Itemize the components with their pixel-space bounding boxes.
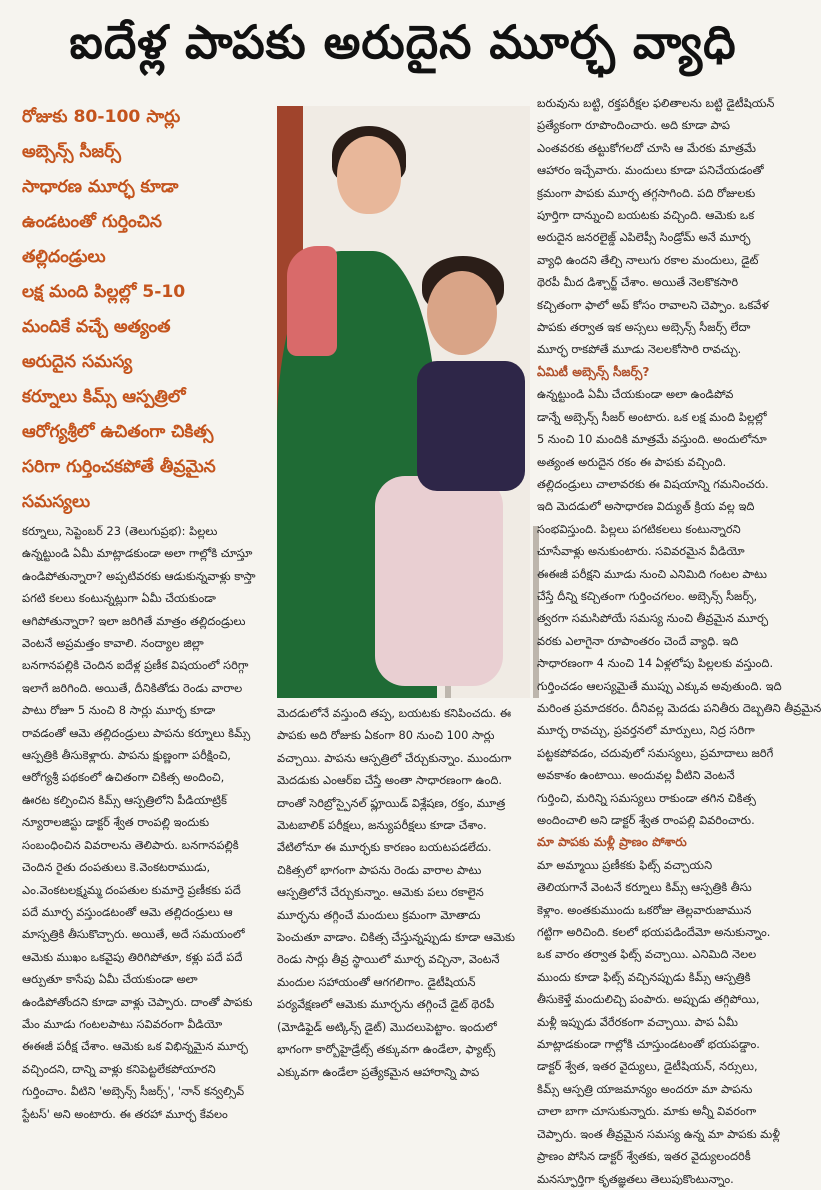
text-line: ఆస్పత్రికి తీసుకెళ్లారు. పాపను క్షుణ్ణంగా పరీక్షించి, — [22, 748, 231, 763]
text-line: చేస్తే దీన్ని కచ్చితంగా గుర్తించగలం. అబ్సెన్స్ సీజర్స్, — [537, 588, 758, 603]
text-line: కిమ్స్ ఆస్పత్రి యాజమాన్యం అందరూ మా పాపను — [537, 1081, 753, 1096]
article-column-middle — [277, 702, 530, 1083]
text-line: వచ్చిందని, దాన్ని వాళ్లు కనిపెట్టలేకపోయారని — [22, 1061, 216, 1076]
subhead-parents-quote: మా పాపకు మళ్లీ ప్రాణం పోశారు — [537, 835, 687, 850]
text-line: సాధారణంగా 4 నుంచి 14 ఏళ్లలోపు పిల్లలకు వస్తుంది. — [537, 656, 774, 671]
text-line: మేం మూడు గంటలపాటు సవివరంగా వీడియో — [22, 1016, 223, 1031]
text-line: సంభవిస్తుంది. పిల్లలు పగటికలలు కంటున్నారని — [537, 521, 741, 536]
deck-highlights — [22, 100, 270, 520]
text-line: వెంటనే అప్రమత్తం కావాలి. నంద్యాల జిల్లా — [22, 636, 204, 651]
text-line: ఉండిపోతున్నారా? అప్పటివరకు ఆడుకున్నవాళ్లు కాస్తా — [22, 568, 256, 583]
text-line: గుర్తించాం. వీటిని 'అబ్సెన్స్ సీజర్స్', 'నాన్ కన్వల్సివ్ — [22, 1084, 245, 1099]
text-line: ఊరట కల్పించిన కిమ్స్ ఆస్పత్రిలోని పీడియాట్రిక్ — [22, 792, 227, 807]
text-line: ప్రత్యేకంగా రూపొందించారు. అది కూడా పాప — [537, 118, 730, 133]
right-paragraph-3 — [537, 854, 789, 1190]
text-line: చాలా బాగా చూసుకున్నారు. మాకు అన్నీ వివరంగా — [537, 1104, 757, 1119]
text-line: ముందు కూడా ఫిట్స్ వచ్చినప్పుడు కిమ్స్ ఆస్పత్రికి — [537, 969, 751, 984]
text-line: గట్టిగా అరిచింది. కలలో భయపడిందేమో అనుకున్నాం. — [537, 925, 771, 940]
text-line: ఈఈజీ పరీక్ష చేశాం. ఆమెకు ఒక విభిన్నమైన మూర్ఛ — [22, 1039, 248, 1054]
text-line: దాంతో సెరిబ్రోస్పైనల్ ఫ్లూయిడ్ విశ్లేషణ, రక్తం, మూత్ర — [277, 795, 506, 810]
text-line: డాన్నే అబ్సెన్స్ సీజర్ అంటారు. ఒక లక్ష మంది పిల్లల్లో — [537, 409, 767, 424]
text-line: వరకు ఎలాగైనా రూపాంతరం చెందే వ్యాధి. ఇది — [537, 633, 739, 648]
text-line: ఎంతవరకు తట్టుకోగలదో చూసి ఆ మేరకు మాత్రమే — [537, 140, 756, 155]
text-line: గుర్తించడం ఆలస్యమైతే ముప్పు ఎక్కువ అవుతుంది. ఇది — [537, 678, 782, 693]
text-line: పెంచుతూ వాడాం. చికిత్స చేస్తున్నప్పుడు కూడా ఆమెకు — [277, 930, 515, 945]
text-line: డాక్టర్ శ్వేత, ఇతర వైద్యులు, డైటీషియన్, నర్సులు, — [537, 1059, 758, 1074]
text-line: మందుల సహాయంతో ఆగగలిగాం. డైటీషియన్ — [277, 974, 476, 989]
text-line: రావడంతో ఆమె తల్లిదండ్రులు పాపను కర్నూలు కిమ్స్ — [22, 725, 251, 740]
article-photo — [277, 106, 530, 698]
text-line: ఆస్పత్రిలోనే చేర్చుకున్నాం. ఆమెకు పలు రకాలైన — [277, 885, 484, 900]
text-line: ఎక్కువగా ఉండేలా ప్రత్యేకమైన ఆహారాన్ని పాప — [277, 1064, 480, 1079]
text-line: కెళ్లాం. అంతకుముందు ఒకరోజు తెల్లవారుజామున — [537, 902, 752, 917]
text-line: అత్యంత అరుదైన రకం ఈ పాపకు వచ్చింది. — [537, 454, 727, 469]
right-paragraph-2 — [537, 383, 821, 831]
text-line: 5 నుంచి 10 మందికి మాత్రమే వస్తుంది. అందులోనూ — [537, 432, 767, 447]
text-line: ఎం.వెంకటలక్ష్మమ్మ దంపతుల కుమార్తె ప్రణీకకు పదే — [22, 882, 241, 897]
deck-line: సమస్యలు — [22, 492, 91, 512]
text-line: పూర్తిగా దాన్నుంచి బయటకు వచ్చింది. ఆమెకు ఒక — [537, 208, 755, 223]
text-line: కర్నూలు, సెప్టెంబర్ 23 (తెలుగుప్రభ): పిల్లలు — [22, 524, 218, 538]
text-line: పాటు రోజూ 5 నుంచి 8 సార్లు మూర్ఛ కూడా — [22, 703, 216, 718]
text-line: రెండు సార్లు తీవ్ర స్థాయిలో మూర్ఛ వచ్చినా, వెంటనే — [277, 952, 500, 967]
deck-line: మందికే వచ్చే అత్యంత — [22, 317, 171, 337]
text-line: ఉన్నట్టుండి ఏమీ చేయకుండా అలా ఉండిపోవ — [537, 387, 734, 402]
text-line: ఆమెకు ముఖం ఒకవైపు తిరిగిపోతూ, కళ్లు పదే పదే — [22, 949, 243, 964]
deck-line: ఆరోగ్యశ్రీలో ఉచితంగా చికిత్స — [22, 422, 214, 442]
text-line: ఈఈజీ పరీక్షని మూడు నుంచి ఎనిమిది గంటల పాటు — [537, 566, 767, 581]
text-line: బరువును బట్టి, రక్తపరీక్షల ఫలితాలను బట్టి డైటీషియన్ — [537, 96, 775, 110]
text-line: స్టేటస్' అని అంటారు. ఈ తరహా మూర్ఛ కేవలం — [22, 1106, 228, 1121]
subhead-what-is-absence-seizure: ఏమిటీ అబ్సెన్స్ సీజర్స్? — [537, 364, 650, 379]
text-line: ఇది మెదడులో అసాధారణ విద్యుత్ క్రియ వల్ల ఇది — [537, 499, 755, 514]
text-line: గుర్తించి, మరిన్ని సమస్యలు రాకుండా తగిన చికిత్స — [537, 790, 756, 805]
text-line: మాట్లాడకుండా గాల్లోకి చూస్తుండటంతో భయపడ్డాం. — [537, 1037, 760, 1052]
text-line: తీసుకెళ్తే మందులిచ్చి పంపారు. అప్పుడు తగ్గిపోయి, — [537, 992, 760, 1007]
deck-line: అబ్సెన్స్ సీజర్స్ — [22, 142, 121, 162]
text-line: పగటి కలలు కంటున్నట్లుగా ఏమీ చేయకుండా — [22, 591, 216, 606]
text-line: వ్యాధి ఉందని తేల్చి నాలుగు రకాల మందులు, డైట్ — [537, 252, 759, 267]
text-line: మనస్ఫూర్తిగా కృతజ్ఞతలు తెలుపుకొంటున్నాం. — [537, 1171, 734, 1186]
text-line: పర్యవేక్షణలో ఆమెకు మూర్ఛను తగ్గించే డైట్ థెరపీ — [277, 997, 495, 1012]
text-line: ఆహారం ఇచ్చేవారు. మందులు కూడా పనిచేయడంతో — [537, 163, 764, 178]
text-line: భాగంగా కార్బోహైడ్రేట్స్ తక్కువగా ఉండేలా, ఫ్యాట్స్ — [277, 1042, 496, 1057]
deck-line: ఉండటంతో గుర్తించిన — [22, 212, 162, 232]
text-line: ఆగిపోతున్నారా? ఇలా జరిగితే మాత్రం తల్లిదండ్రులు — [22, 613, 246, 628]
text-line: వచ్చాయి. పాపను ఆస్పత్రిలో చేర్చుకున్నాం. ముందుగా — [277, 750, 512, 765]
text-line: చెప్పారు. ఇంత తీవ్రమైన సమస్య ఉన్న మా పాపకు మళ్లీ — [537, 1126, 780, 1141]
text-line: పాపకు అది రోజుకు ఏకంగా 80 నుంచి 100 సార్లు — [277, 728, 495, 743]
text-line: తెలియగానే వెంటనే కర్నూలు కిమ్స్ ఆస్పత్రికి తీసు — [537, 880, 752, 895]
text-line: త్వరగా సమసిపోయే సమస్య నుంచి తీవ్రమైన మూర్ఛ — [537, 611, 769, 626]
text-line: మూర్ఛ రాకపోతే మూడు నెలలకోసారి రావచ్చు. — [537, 342, 742, 357]
text-line: మూర్ఛ రావచ్చు, ప్రవర్తనలో మార్పులు, నిద్ర సరిగా — [537, 723, 755, 738]
text-line: ఉన్నట్టుండి ఏమీ మాట్లాడకుండా అలా గాల్లోకి చూస్తూ — [22, 546, 253, 561]
text-line: పదే మూర్ఛ వస్తుండటంతో ఆమె తల్లిదండ్రులు ఆ — [22, 904, 233, 919]
headline: ఐదేళ్ల పాపకు అరుదైన మూర్ఛ వ్యాధి — [69, 15, 737, 69]
text-line: ఆరోగ్యశ్రీ పథకంలో ఉచితంగా చికిత్స అందించి, — [22, 770, 225, 785]
text-line: చూసేవాళ్లు అనుకుంటారు. సవివరమైన వీడియో — [537, 544, 745, 559]
text-line: బనగానపల్లికి చెందిన ఐదేళ్ల ప్రణీక విషయంలో సరిగ్గా — [22, 658, 249, 673]
text-line: ఒక వారం తర్వాత ఫిట్స్ వచ్చాయి. ఎనిమిది నెలల — [537, 947, 757, 962]
text-line: మరింత ప్రమాదకరం. దీనివల్ల మెదడు పనితీరు దెబ్బతిని తీవ్రమైన — [537, 700, 821, 715]
text-line: ప్రాణం పోసిన డాక్టర్ శ్వేతకు, ఇతర వైద్యులందరికీ — [537, 1149, 751, 1164]
text-line: మా అమ్మాయి ప్రణీకకు ఫిట్స్ వచ్చాయని — [537, 857, 713, 872]
deck-line: తల్లిదండ్రులు — [22, 247, 106, 267]
text-line: మాస్పత్రికి తీసుకొచ్చారు. అయితే, అదే సమయంలో — [22, 927, 245, 942]
text-line: అవకాశం ఉంటాయి. అందువల్ల వీటిని వెంటనే — [537, 768, 735, 783]
deck-line: సరిగా గుర్తించకపోతే తీవ్రమైన — [22, 457, 216, 477]
deck-line: అరుదైన సమస్య — [22, 352, 133, 372]
text-line: మళ్లీ ఇప్పుడు వేరేరకంగా వచ్చాయి. పాప ఏమీ — [537, 1014, 738, 1029]
text-line: థెరపీ మీద డిశ్చార్జ్ చేశాం. అయితే నెలకొకసారి — [537, 275, 739, 290]
text-line: మెటబాలిక్ పరీక్షలు, జన్యుపరీక్షలు కూడా చేశాం. — [277, 818, 487, 833]
deck-line: కర్నూలు కిమ్స్ ఆస్పత్రిలో — [22, 387, 186, 407]
text-line: కచ్చితంగా ఫాలో అప్ కోసం రావాలని చెప్పాం. ఒకవేళ — [537, 297, 769, 312]
deck-line: రోజుకు 80-100 సార్లు — [22, 107, 181, 127]
text-line: అరుదైన జనరలైజ్డ్ ఎపిలెప్సీ సిండ్రోమ్ అనే మూర్ఛ — [537, 230, 751, 245]
text-line: పాపకు తర్వాత ఇక అస్సలు అబ్సెన్స్ సీజర్స్ లేదా — [537, 320, 751, 335]
text-line: ఆర్పుతూ కాసేపు ఏమీ చేయకుండా అలా — [22, 972, 198, 987]
text-line: చెందిన రైతు దంపతులు కె.వెంకటరాముడు, — [22, 860, 211, 875]
text-line: మెదడులోనే వస్తుంది తప్ప, బయటకు కనిపించదు. ఈ — [277, 706, 512, 720]
right-paragraph-1 — [537, 92, 789, 361]
text-line: క్రమంగా పాపకు మూర్ఛ తగ్గసాగింది. పది రోజులకు — [537, 185, 756, 200]
text-line: ఉండిపోతోందని కూడా వాళ్లు చెప్పారు. దాంతో పాపకు — [22, 994, 253, 1009]
text-line: (మోడిఫైడ్ అట్కిన్స్ డైట్) మొదలుపెట్టాం. ఇందులో — [277, 1019, 497, 1034]
text-line: న్యూరాలజిస్టు డాక్టర్ శ్వేత రాంపల్లి ఇందుకు — [22, 815, 210, 830]
text-line: వేటిలోనూ ఈ మూర్ఛకు కారణం బయటపడలేదు. — [277, 840, 492, 855]
text-line: సంబంధించిన వివరాలను తెలిపారు. బనగానపల్లికి — [22, 837, 239, 852]
text-line: పట్టకపోవడం, చదువులో సమస్యలు, ప్రమాదాలు జరిగే — [537, 745, 774, 760]
text-line: అందించాలి అని డాక్టర్ శ్వేత రాంపల్లి వివరించారు. — [537, 813, 755, 827]
article-column-left — [22, 520, 270, 1125]
text-line: మెదడుకు ఎంఆర్ఐ చేస్తే అంతా సాధారణంగా ఉంది. — [277, 773, 502, 788]
deck-line: లక్ష మంది పిల్లల్లో 5-10 — [22, 282, 186, 302]
deck-line: సాధారణ మూర్ఛ కూడా — [22, 177, 179, 197]
text-line: తల్లిదండ్రులు చాలావరకు ఈ విషయాన్ని గమనించరు. — [537, 476, 769, 491]
text-line: మూర్ఛను తగ్గించే మందులు క్రమంగా మోతాదు — [277, 907, 481, 922]
text-line: ఇలాగే జరిగింది. అయితే, దీనికితోడు రెండు వారాల — [22, 680, 243, 695]
article-column-right — [537, 92, 821, 1190]
text-line: చికిత్సలో భాగంగా పాపను రెండు వారాల పాటు — [277, 862, 482, 877]
